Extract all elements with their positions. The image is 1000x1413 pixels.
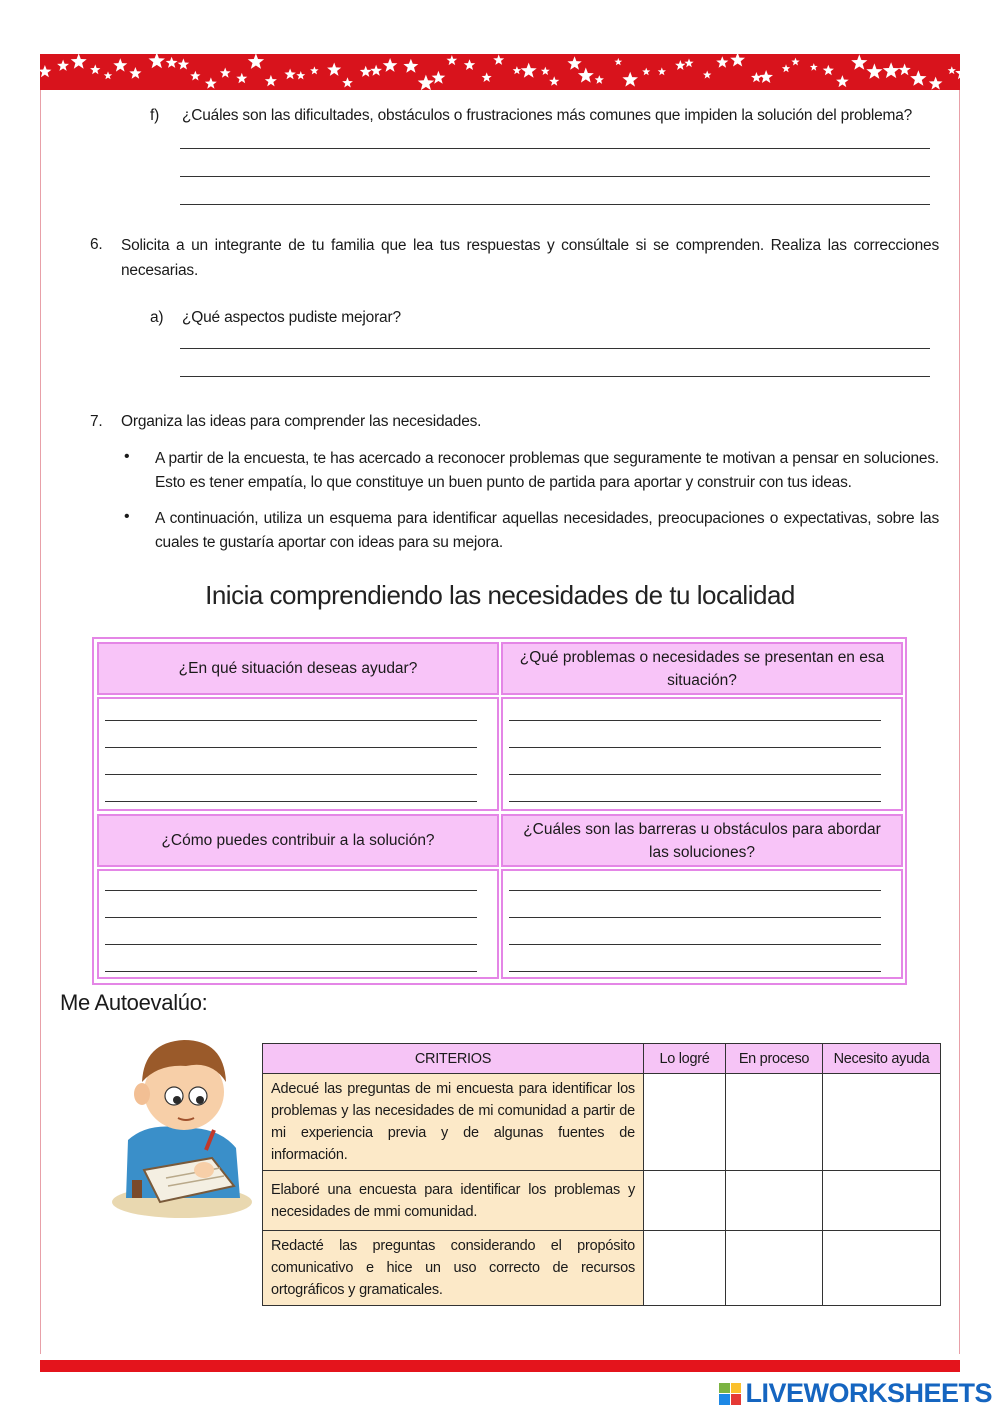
needs-table [92, 637, 907, 985]
self-eval-table [262, 1043, 941, 1306]
criterion-text: Adecué las preguntas de mi encuesta para identificar los problemas y las necesidades de mi comunidad a partir de mi experiencia previa y de algunas fuentes de información. [263, 1074, 644, 1171]
needs-header-problems: ¿Qué problemas o necesidades se presentan en esa situación? [501, 642, 903, 695]
needs-answer-problems[interactable] [501, 697, 903, 811]
star-icon [248, 54, 264, 69]
star-icon [178, 58, 190, 69]
column-criterios: CRITERIOS [263, 1044, 644, 1074]
answer-line[interactable] [509, 890, 881, 891]
star-icon [418, 75, 434, 90]
star-icon [190, 71, 200, 81]
table-row [263, 1171, 941, 1231]
answer-line[interactable] [105, 890, 477, 891]
star-border [40, 54, 960, 90]
answer-line[interactable] [105, 747, 477, 748]
star-icon [791, 58, 799, 66]
question-7-number: 7. [90, 413, 103, 430]
star-icon [370, 65, 382, 76]
answer-line[interactable] [105, 801, 477, 802]
star-icon [296, 71, 305, 80]
star-icon [284, 69, 295, 80]
question-7-bullet-1: A partir de la encuesta, te has acercado a reconocer problemas que seguramente te motivan a pensar en soluciones. Esto es tener empatía, lo que constituye un buen punto de partida para aportar y construir con tus ideas. [155, 450, 939, 491]
answer-line[interactable] [509, 747, 881, 748]
star-icon [57, 60, 69, 71]
star-icon [166, 57, 178, 68]
star-icon [675, 60, 685, 70]
check-cell-lo-logre[interactable] [644, 1171, 726, 1231]
brand-liveworksheets[interactable] [719, 1378, 992, 1409]
star-icon [90, 64, 100, 74]
star-icon [730, 54, 745, 67]
question-7-text: Organiza las ideas para comprender las necesidades. [121, 413, 482, 430]
star-icon [113, 58, 127, 71]
star-icon [521, 63, 537, 78]
star-icon [40, 65, 51, 77]
bullet-icon: • [124, 508, 130, 525]
answer-line-f-2[interactable] [180, 176, 930, 177]
question-6-text: Solicita a un integrante de tu familia que lea tus respuestas y consúltale si se comprenden. Realiza las correcciones necesarias. [121, 237, 939, 279]
bottom-bar [40, 1360, 960, 1372]
star-icon [751, 72, 762, 82]
star-icon [567, 56, 581, 70]
answer-line[interactable] [509, 720, 881, 721]
star-icon [929, 77, 943, 90]
star-icon [327, 63, 341, 76]
self-eval-title: Me Autoevalúo: [60, 990, 208, 1015]
answer-line[interactable] [509, 971, 881, 972]
stars-pattern-icon [40, 54, 960, 90]
check-cell-en-proceso[interactable] [726, 1231, 823, 1306]
star-icon [342, 77, 353, 87]
star-icon [684, 59, 693, 68]
star-icon [464, 59, 475, 70]
star-icon [578, 68, 594, 83]
star-icon [823, 65, 834, 76]
star-icon [432, 71, 446, 84]
star-icon [447, 55, 458, 65]
question-6a-text: ¿Qué aspectos pudiste mejorar? [182, 309, 401, 326]
star-icon [220, 68, 231, 78]
star-icon [403, 59, 418, 73]
check-cell-necesito-ayuda[interactable] [823, 1231, 941, 1306]
answer-line-6a-1[interactable] [180, 348, 930, 349]
question-f-marker: f) [150, 107, 160, 124]
answer-line-6a-2[interactable] [180, 376, 930, 377]
star-icon [236, 73, 247, 83]
star-icon [265, 75, 277, 87]
star-icon [493, 54, 504, 65]
table-row [263, 1074, 941, 1171]
check-cell-lo-logre[interactable] [644, 1231, 726, 1306]
star-icon [482, 72, 492, 82]
criterion-text: Redacté las preguntas considerando el propósito comunicativo e hice un uso correcto de recursos ortográficos y gramaticales. [263, 1231, 644, 1306]
star-icon [614, 58, 622, 65]
star-icon [703, 71, 711, 79]
question-6a-marker: a) [150, 309, 164, 326]
section-title: Inicia comprendiendo las necesidades de tu localidad [205, 580, 795, 610]
column-lo-logre: Lo logré [644, 1044, 726, 1074]
column-en-proceso: En proceso [726, 1044, 823, 1074]
answer-line[interactable] [105, 774, 477, 775]
star-icon [622, 72, 638, 87]
answer-line[interactable] [105, 971, 477, 972]
answer-line-f-1[interactable] [180, 148, 930, 149]
star-icon [782, 64, 790, 72]
star-icon [541, 67, 550, 75]
star-icon [810, 63, 818, 71]
answer-line[interactable] [509, 801, 881, 802]
star-icon [71, 54, 87, 69]
boy-writing-illustration [108, 1030, 256, 1222]
star-icon [149, 54, 166, 68]
star-icon [642, 68, 650, 76]
star-icon [205, 77, 217, 88]
brand-name: LIVEWORKSHEETS [745, 1378, 992, 1408]
star-icon [955, 66, 960, 79]
star-icon [716, 56, 728, 68]
star-icon [759, 70, 773, 83]
needs-header-barriers: ¿Cuáles son las barreras u obstáculos para abordar las soluciones? [501, 814, 903, 867]
needs-answer-situation[interactable] [97, 697, 499, 811]
needs-answer-contribute[interactable] [97, 869, 499, 979]
star-icon [104, 71, 112, 79]
star-icon [836, 75, 849, 87]
needs-answer-barriers[interactable] [501, 869, 903, 979]
check-cell-en-proceso[interactable] [726, 1074, 823, 1171]
star-icon [866, 63, 882, 79]
question-f-text: ¿Cuáles son las dificultades, obstáculos o frustraciones más comunes que impiden la solución del problema? [182, 107, 913, 124]
question-6-number: 6. [90, 236, 103, 253]
answer-line[interactable] [105, 720, 477, 721]
bullet-icon: • [124, 448, 130, 465]
star-icon [948, 66, 956, 74]
check-cell-necesito-ayuda[interactable] [823, 1074, 941, 1171]
check-cell-en-proceso[interactable] [726, 1171, 823, 1231]
star-icon [595, 75, 604, 84]
star-icon [899, 64, 911, 76]
star-icon [883, 62, 900, 78]
check-cell-necesito-ayuda[interactable] [823, 1171, 941, 1231]
answer-line[interactable] [105, 944, 477, 945]
star-icon [360, 66, 372, 77]
criterion-text: Elaboré una encuesta para identificar los problemas y necesidades de mmi comunidad. [263, 1171, 644, 1231]
column-necesito-ayuda: Necesito ayuda [823, 1044, 941, 1074]
star-icon [549, 76, 559, 86]
star-icon [513, 66, 522, 74]
table-row [263, 1231, 941, 1306]
liveworksheets-logo-icon [719, 1383, 741, 1405]
check-cell-lo-logre[interactable] [644, 1074, 726, 1171]
star-icon [310, 66, 319, 74]
answer-line[interactable] [509, 917, 881, 918]
star-icon [383, 58, 398, 72]
answer-line-f-3[interactable] [180, 204, 930, 205]
star-icon [129, 67, 141, 79]
answer-line[interactable] [509, 774, 881, 775]
star-icon [851, 54, 867, 69]
needs-header-situation: ¿En qué situación deseas ayudar? [97, 642, 499, 695]
question-7-bullet-2: A continuación, utiliza un esquema para identificar aquellas necesidades, preocupaciones o expectativas, sobre las cuales te gustaría aportar con ideas para su mejora. [155, 510, 939, 551]
star-icon [910, 70, 926, 86]
needs-header-contribute: ¿Cómo puedes contribuir a la solución? [97, 814, 499, 867]
answer-line[interactable] [105, 917, 477, 918]
answer-line[interactable] [509, 944, 881, 945]
star-icon [658, 67, 666, 75]
